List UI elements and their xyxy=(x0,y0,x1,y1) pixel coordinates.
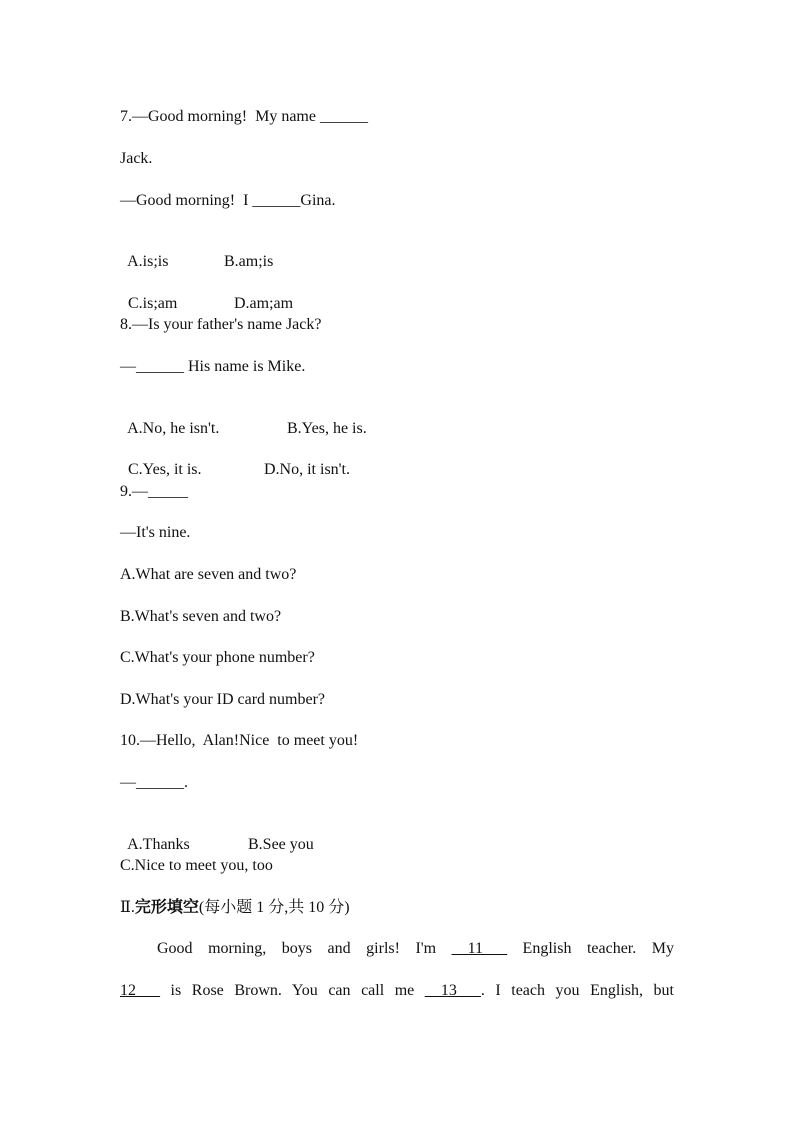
q9-option-d: D.What's your ID card number? xyxy=(120,691,326,708)
q8-stem: 8.—Is your father's name Jack? xyxy=(120,316,322,333)
q8-options-row2 xyxy=(120,440,350,480)
q9-option-a: A.What are seven and two? xyxy=(120,566,297,583)
section-title: 完形填空 xyxy=(134,899,199,916)
q7-option-c: C.is;am xyxy=(128,295,178,312)
q7-options-row1 xyxy=(120,232,274,272)
section-note: (每小题 1 分,共 10 分) xyxy=(198,899,350,916)
q10-reply: —______. xyxy=(120,774,188,791)
q8-option-c: C.Yes, it is. xyxy=(128,461,202,478)
q7-option-a: A.is;is xyxy=(127,253,169,270)
section-numeral: Ⅱ. xyxy=(120,899,135,916)
q7-options-row2 xyxy=(120,274,294,314)
q7-reply: —Good morning! I ______Gina. xyxy=(120,192,336,209)
q9-option-c: C.What's your phone number? xyxy=(120,649,315,666)
passage-text-1: Good morning, boys and girls! I'm xyxy=(157,940,452,957)
passage-text-4: . I teach you English, but xyxy=(480,982,674,999)
q8-option-a: A.No, he isn't. xyxy=(127,420,220,437)
q10-option-b: B.See you xyxy=(248,836,314,853)
q9-stem: 9.—_____ xyxy=(120,483,188,500)
passage-text-3: is Rose Brown. You can call me xyxy=(160,982,425,999)
q8-options-row1 xyxy=(120,399,367,439)
passage-text-2: English teacher. My xyxy=(507,940,674,957)
q10-stem: 10.—Hello, Alan!Nice to meet you! xyxy=(120,732,359,749)
q7-option-d: D.am;am xyxy=(234,295,294,312)
q7-option-b: B.am;is xyxy=(224,253,274,270)
q10-option-a: A.Thanks xyxy=(127,836,190,853)
q8-reply: —______ His name is Mike. xyxy=(120,358,306,375)
q9-option-b: B.What's seven and two? xyxy=(120,608,282,625)
blank-11: __11___ xyxy=(451,940,508,957)
blank-12: 12___ xyxy=(120,982,160,999)
q8-option-b: B.Yes, he is. xyxy=(287,420,367,437)
q9-reply: —It's nine. xyxy=(120,524,191,541)
cloze-passage-line1 xyxy=(120,939,674,959)
blank-13: __13___ xyxy=(424,982,481,999)
q7-stem-cont: Jack. xyxy=(120,150,153,167)
q10-options-row1 xyxy=(120,815,314,855)
q8-option-d: D.No, it isn't. xyxy=(264,461,350,478)
section-heading xyxy=(120,898,350,918)
q10-option-c: C.Nice to meet you, too xyxy=(120,857,273,874)
q7-stem: 7.—Good morning! My name ______ xyxy=(120,108,368,125)
cloze-passage-line2 xyxy=(120,981,674,1001)
